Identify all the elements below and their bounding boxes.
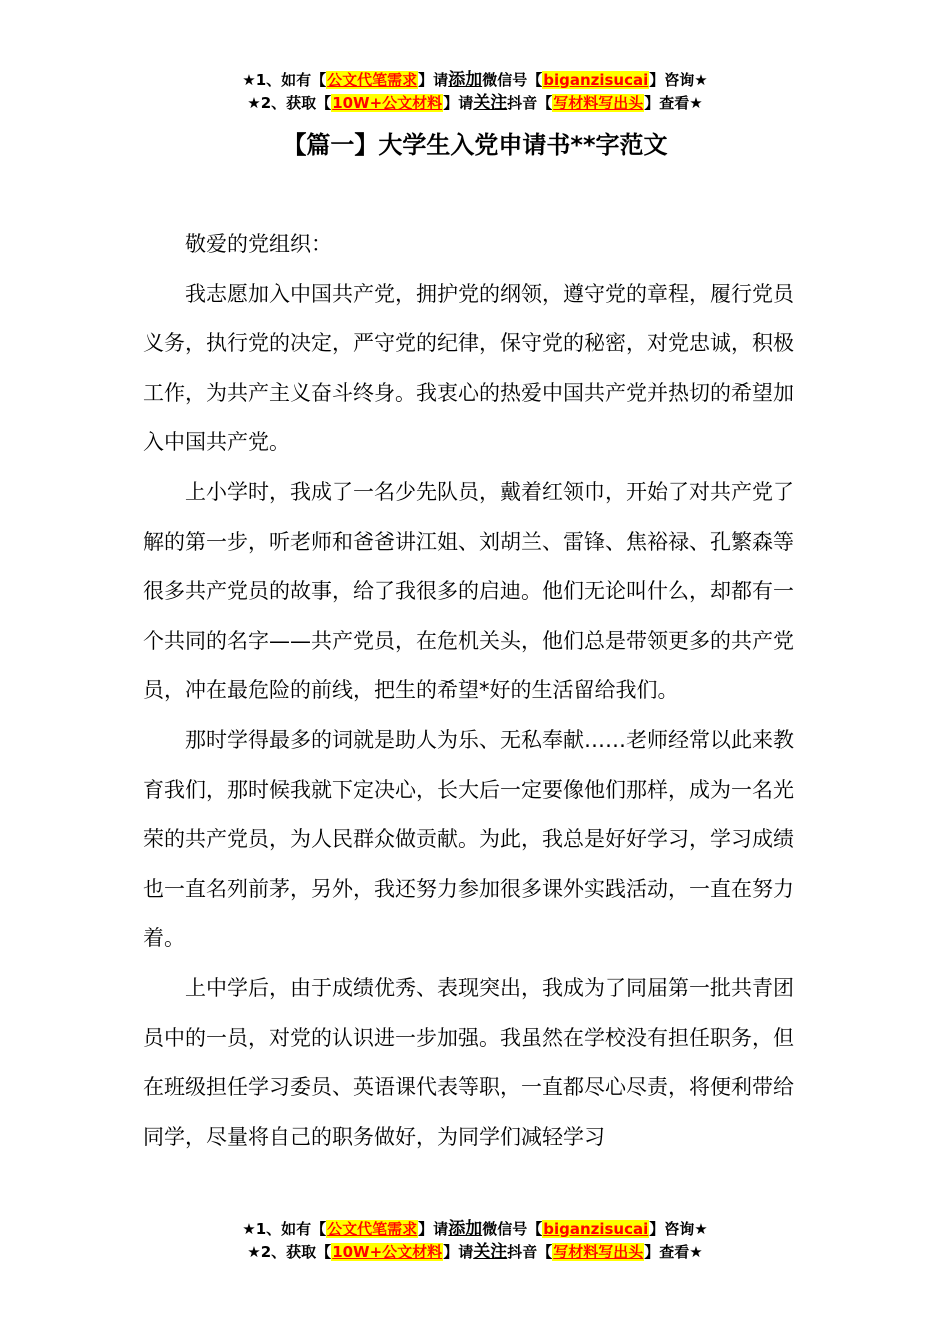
banner-text: 微信号【 bbox=[482, 71, 543, 89]
banner-text: ★2、获取【 bbox=[247, 1243, 332, 1261]
banner-text: 】请 bbox=[443, 94, 474, 112]
banner-text: ★1、如有【 bbox=[242, 1220, 327, 1238]
footer-banner-line-2 bbox=[0, 1241, 950, 1264]
header-banner bbox=[0, 69, 950, 115]
highlight-wechat-id: biganzisucai bbox=[543, 1220, 649, 1238]
body-paragraph: 那时学得最多的词就是助人为乐、无私奉献……老师经常以此来教育我们，那时候我就下定决心，长大后一定要像他们那样，成为一名光荣的共产党员，为人民群众做贡献。为此，我总是好好学习，学习成绩也一直名列前茅，另外，我还努力参加很多课外实践活动，一直在努力着。 bbox=[143, 727, 794, 951]
document-title: 【篇一】大学生入党申请书**字范文 bbox=[282, 131, 668, 159]
document-body bbox=[143, 220, 811, 1162]
header-banner-line-2 bbox=[0, 92, 950, 115]
highlight-materials: 10W+公文材料 bbox=[332, 94, 443, 112]
banner-text: ★2、获取【 bbox=[247, 94, 332, 112]
banner-text: 】请 bbox=[418, 1220, 449, 1238]
highlight-douyin-account: 写材料写出头 bbox=[553, 94, 644, 112]
banner-text: 】咨询★ bbox=[649, 71, 708, 89]
highlight-service: 公文代笔需求 bbox=[327, 71, 418, 89]
footer-banner bbox=[0, 1218, 950, 1264]
salutation: 敬爱的党组织： bbox=[185, 232, 332, 256]
banner-text: 】查看★ bbox=[644, 94, 703, 112]
highlight-materials: 10W+公文材料 bbox=[332, 1243, 443, 1261]
header-banner-line-1 bbox=[0, 69, 950, 92]
banner-text: 微信号【 bbox=[482, 1220, 543, 1238]
banner-emphasis: 关注 bbox=[473, 1242, 508, 1262]
banner-text: 】咨询★ bbox=[649, 1220, 708, 1238]
banner-text: ★1、如有【 bbox=[242, 71, 327, 89]
banner-emphasis: 添加 bbox=[448, 1219, 483, 1239]
body-paragraph: 上小学时，我成了一名少先队员，戴着红领巾，开始了对共产党了解的第一步，听老师和爸爸讲江姐、刘胡兰、雷锋、焦裕禄、孔繁森等很多共产党员的故事，给了我很多的启迪。他们无论叫什么，却都有一个共同的名字——共产党员，在危机关头，他们总是带领更多的共产党员，冲在最危险的前线，把生的希望*好的生活留给我们。 bbox=[143, 479, 794, 703]
banner-text: 】请 bbox=[443, 1243, 474, 1261]
footer-banner-line-1 bbox=[0, 1218, 950, 1241]
highlight-wechat-id: biganzisucai bbox=[543, 71, 649, 89]
highlight-service: 公文代笔需求 bbox=[327, 1220, 418, 1238]
banner-text: 】请 bbox=[418, 71, 449, 89]
banner-emphasis: 关注 bbox=[473, 93, 508, 113]
body-paragraph: 上中学后，由于成绩优秀、表现突出，我成为了同届第一批共青团员中的一员，对党的认识进一步加强。我虽然在学校没有担任职务，但在班级担任学习委员、英语课代表等职，一直都尽心尽责，将便利带给同学，尽量将自己的职务做好，为同学们减轻学习 bbox=[143, 975, 794, 1149]
banner-text: 抖音【 bbox=[507, 1243, 553, 1261]
banner-text: 抖音【 bbox=[507, 94, 553, 112]
banner-emphasis: 添加 bbox=[448, 70, 483, 90]
highlight-douyin-account: 写材料写出头 bbox=[553, 1243, 644, 1261]
banner-text: 】查看★ bbox=[644, 1243, 703, 1261]
body-paragraph: 我志愿加入中国共产党，拥护党的纲领，遵守党的章程，履行党员义务，执行党的决定，严守党的纪律，保守党的秘密，对党忠诚，积极工作，为共产主义奋斗终身。我衷心的热爱中国共产党并热切的希望加入中国共产党。 bbox=[143, 281, 794, 455]
